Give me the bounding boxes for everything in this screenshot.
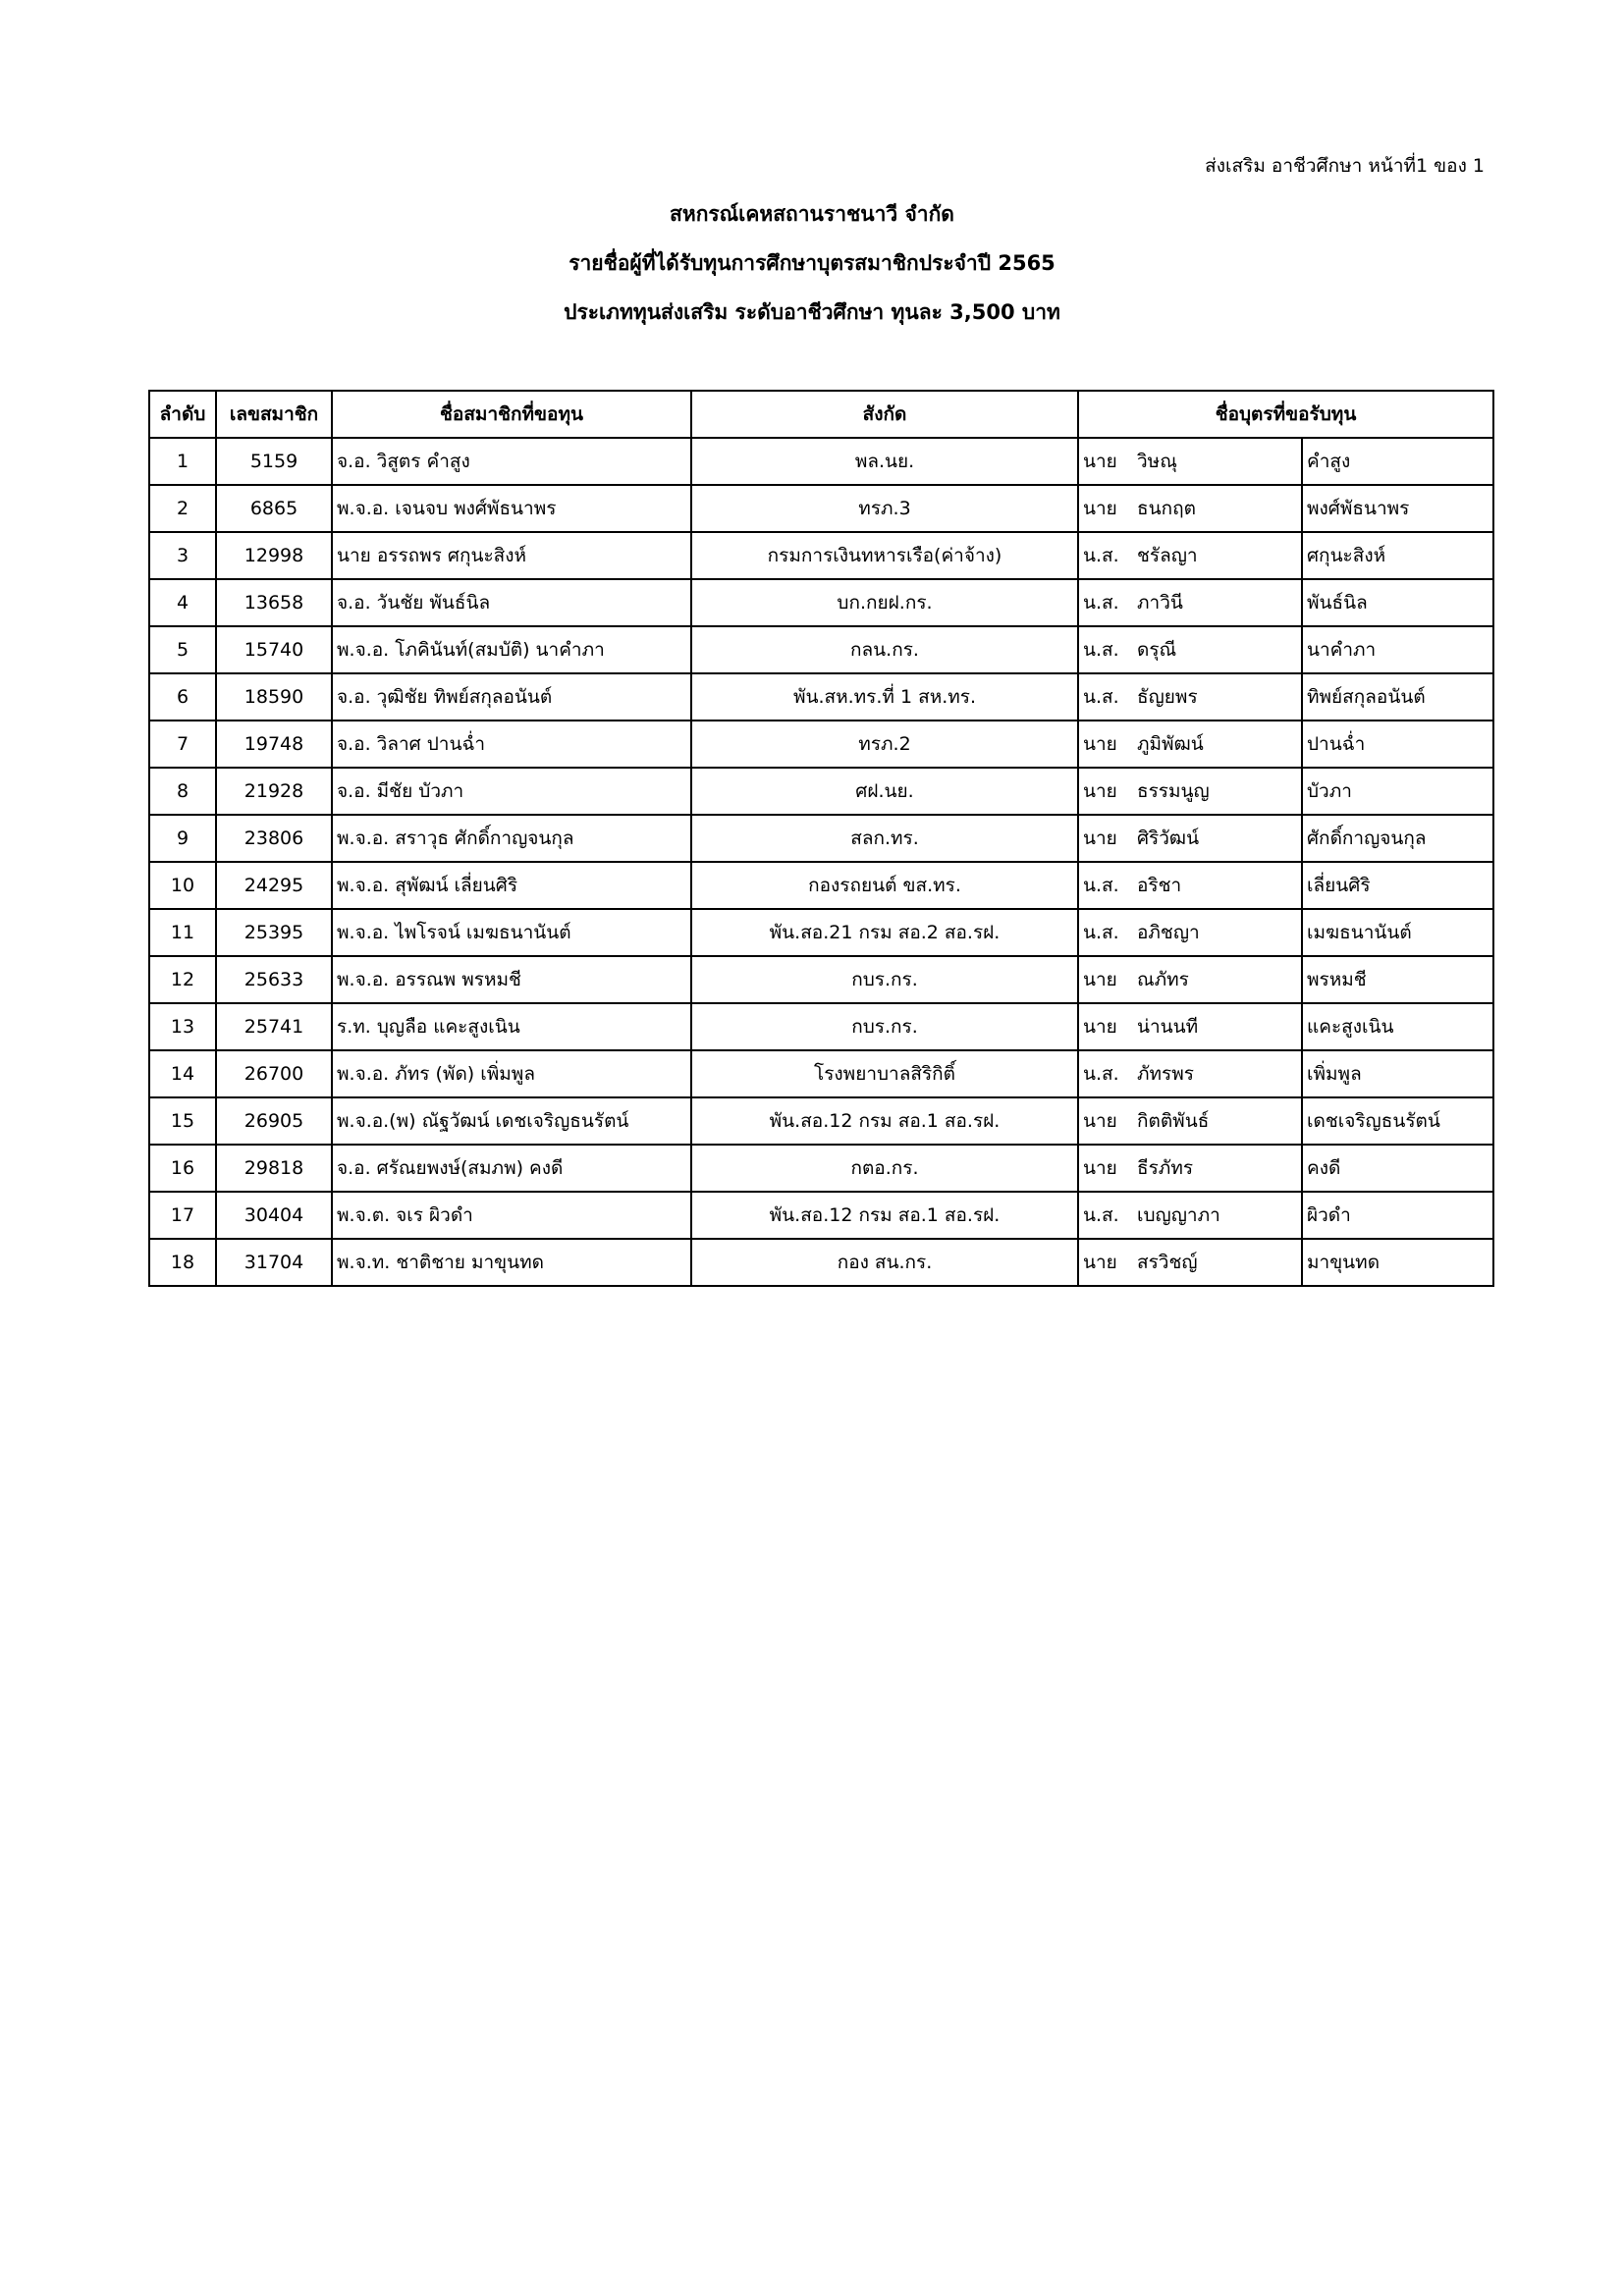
cell-member-name: พ.จ.อ. สราวุธ ศักดิ์กาญจนกุล: [332, 815, 691, 862]
cell-child-title: นาย: [1078, 485, 1133, 532]
cell-child-last-name: คงดี: [1302, 1145, 1493, 1192]
cell-child-title: น.ส.: [1078, 626, 1133, 673]
table-row: [149, 673, 1493, 721]
cell-member-id: 25741: [216, 1003, 332, 1050]
table-row: [149, 956, 1493, 1003]
cell-order: 18: [149, 1239, 216, 1286]
cell-member-name: นาย อรรถพร ศกุนะสิงห์: [332, 532, 691, 579]
cell-unit: ศฝ.นย.: [691, 768, 1078, 815]
cell-member-name: พ.จ.อ. สุพัฒน์ เลี่ยนศิริ: [332, 862, 691, 909]
cell-child-last-name: พงศ์พัธนาพร: [1302, 485, 1493, 532]
cell-member-id: 6865: [216, 485, 332, 532]
cell-unit: กรมการเงินทหารเรือ(ค่าจ้าง): [691, 532, 1078, 579]
cell-child-last-name: ศักดิ์กาญจนกุล: [1302, 815, 1493, 862]
table-row: [149, 721, 1493, 768]
cell-unit: ทรภ.3: [691, 485, 1078, 532]
cell-child-title: นาย: [1078, 721, 1133, 768]
cell-child-title: นาย: [1078, 1097, 1133, 1145]
cell-child-last-name: นาคำภา: [1302, 626, 1493, 673]
table-row: [149, 909, 1493, 956]
cell-child-first-name: อภิชญา: [1133, 909, 1302, 956]
cell-unit: พัน.สห.ทร.ที่ 1 สห.ทร.: [691, 673, 1078, 721]
table-row: [149, 862, 1493, 909]
cell-member-name: พ.จ.อ. ไพโรจน์ เมฆธนานันต์: [332, 909, 691, 956]
cell-order: 13: [149, 1003, 216, 1050]
cell-member-name: พ.จ.อ. ภัทร (พัด) เพิ่มพูล: [332, 1050, 691, 1097]
cell-member-id: 13658: [216, 579, 332, 626]
cell-member-id: 26905: [216, 1097, 332, 1145]
cell-member-name: จ.อ. วิลาศ ปานฉ่ำ: [332, 721, 691, 768]
cell-member-name: พ.จ.อ. อรรณพ พรหมชี: [332, 956, 691, 1003]
cell-order: 11: [149, 909, 216, 956]
cell-order: 1: [149, 438, 216, 485]
cell-member-name: พ.จ.อ. โภคินันท์(สมบัติ) นาคำภา: [332, 626, 691, 673]
cell-child-title: น.ส.: [1078, 532, 1133, 579]
cell-member-id: 29818: [216, 1145, 332, 1192]
cell-unit: กตอ.กร.: [691, 1145, 1078, 1192]
cell-order: 16: [149, 1145, 216, 1192]
cell-member-name: ร.ท. บุญลือ แคะสูงเนิน: [332, 1003, 691, 1050]
cell-member-id: 12998: [216, 532, 332, 579]
table-row: [149, 485, 1493, 532]
cell-child-first-name: ธีรภัทร: [1133, 1145, 1302, 1192]
cell-child-first-name: สรวิชญ์: [1133, 1239, 1302, 1286]
cell-unit: กองรถยนต์ ขส.ทร.: [691, 862, 1078, 909]
cell-order: 17: [149, 1192, 216, 1239]
cell-child-title: นาย: [1078, 956, 1133, 1003]
header-unit: สังกัด: [691, 391, 1078, 438]
cell-child-last-name: เลี่ยนศิริ: [1302, 862, 1493, 909]
cell-member-name: จ.อ. วันชัย พันธ์นิล: [332, 579, 691, 626]
cell-member-name: พ.จ.ต. จเร ผิวดำ: [332, 1192, 691, 1239]
cell-child-last-name: เมฆธนานันต์: [1302, 909, 1493, 956]
cell-order: 14: [149, 1050, 216, 1097]
scholarship-table: [148, 390, 1494, 1287]
cell-member-id: 18590: [216, 673, 332, 721]
cell-member-id: 21928: [216, 768, 332, 815]
header-child-name: ชื่อบุตรที่ขอรับทุน: [1078, 391, 1493, 438]
cell-child-title: นาย: [1078, 1003, 1133, 1050]
cell-member-id: 19748: [216, 721, 332, 768]
cell-member-id: 23806: [216, 815, 332, 862]
cell-order: 8: [149, 768, 216, 815]
cell-child-first-name: วิษณุ: [1133, 438, 1302, 485]
cell-child-last-name: พันธ์นิล: [1302, 579, 1493, 626]
cell-child-first-name: ดรุณี: [1133, 626, 1302, 673]
table-row: [149, 1050, 1493, 1097]
cell-child-first-name: ภัทรพร: [1133, 1050, 1302, 1097]
cell-unit: กลน.กร.: [691, 626, 1078, 673]
cell-member-name: พ.จ.อ. เจนจบ พงศ์พัธนาพร: [332, 485, 691, 532]
cell-member-name: จ.อ. มีชัย บัวภา: [332, 768, 691, 815]
cell-child-title: นาย: [1078, 768, 1133, 815]
cell-order: 9: [149, 815, 216, 862]
cell-unit: สลก.ทร.: [691, 815, 1078, 862]
header-member-name: ชื่อสมาชิกที่ขอทุน: [332, 391, 691, 438]
cell-child-first-name: ธรรมนูญ: [1133, 768, 1302, 815]
cell-child-last-name: เพิ่มพูล: [1302, 1050, 1493, 1097]
cell-member-id: 24295: [216, 862, 332, 909]
cell-member-name: จ.อ. ศรัณยพงษ์(สมภพ) คงดี: [332, 1145, 691, 1192]
cell-member-id: 25633: [216, 956, 332, 1003]
table-row: [149, 438, 1493, 485]
table-body: [149, 438, 1493, 1286]
cell-child-last-name: บัวภา: [1302, 768, 1493, 815]
title-block: [0, 196, 1624, 344]
cell-child-last-name: แคะสูงเนิน: [1302, 1003, 1493, 1050]
header-member-id: เลขสมาชิก: [216, 391, 332, 438]
cell-child-first-name: ชรัลญา: [1133, 532, 1302, 579]
cell-child-first-name: อริชา: [1133, 862, 1302, 909]
table-row: [149, 1097, 1493, 1145]
cell-unit: พัน.สอ.12 กรม สอ.1 สอ.รฝ.: [691, 1097, 1078, 1145]
cell-child-last-name: มาขุนทด: [1302, 1239, 1493, 1286]
header-order: ลำดับ: [149, 391, 216, 438]
cell-unit: กบร.กร.: [691, 1003, 1078, 1050]
cell-member-name: พ.จ.ท. ชาติชาย มาขุนทด: [332, 1239, 691, 1286]
cell-member-name: พ.จ.อ.(พ) ณัฐวัฒน์ เดชเจริญธนรัตน์: [332, 1097, 691, 1145]
cell-child-last-name: พรหมชี: [1302, 956, 1493, 1003]
cell-child-first-name: ธัญยพร: [1133, 673, 1302, 721]
table-row: [149, 579, 1493, 626]
table-row: [149, 1192, 1493, 1239]
cell-child-title: น.ส.: [1078, 579, 1133, 626]
cell-child-title: นาย: [1078, 438, 1133, 485]
cell-member-id: 15740: [216, 626, 332, 673]
cell-unit: บก.กยฝ.กร.: [691, 579, 1078, 626]
table-row: [149, 626, 1493, 673]
table-header-row: [149, 391, 1493, 438]
cell-order: 6: [149, 673, 216, 721]
cell-child-title: นาย: [1078, 1239, 1133, 1286]
scholarship-type-title: ประเภททุนส่งเสริม ระดับอาชีวศึกษา ทุนละ 3,500 บาท: [564, 300, 1060, 324]
cell-member-name: จ.อ. วุฒิชัย ทิพย์สกุลอนันต์: [332, 673, 691, 721]
cell-child-title: นาย: [1078, 1145, 1133, 1192]
cell-unit: ทรภ.2: [691, 721, 1078, 768]
cell-child-title: นาย: [1078, 815, 1133, 862]
cell-member-id: 31704: [216, 1239, 332, 1286]
cell-child-first-name: ภูมิพัฒน์: [1133, 721, 1302, 768]
cell-child-last-name: ศกุนะสิงห์: [1302, 532, 1493, 579]
cell-unit: พัน.สอ.21 กรม สอ.2 สอ.รฝ.: [691, 909, 1078, 956]
cell-child-last-name: ผิวดำ: [1302, 1192, 1493, 1239]
cell-child-title: น.ส.: [1078, 673, 1133, 721]
cell-child-first-name: ณภัทร: [1133, 956, 1302, 1003]
table-row: [149, 768, 1493, 815]
cell-child-first-name: น่านนที: [1133, 1003, 1302, 1050]
table-row: [149, 1145, 1493, 1192]
cell-member-id: 5159: [216, 438, 332, 485]
cell-order: 2: [149, 485, 216, 532]
cell-child-first-name: ศิริวัฒน์: [1133, 815, 1302, 862]
cell-order: 5: [149, 626, 216, 673]
cell-child-last-name: ปานฉ่ำ: [1302, 721, 1493, 768]
cell-member-id: 26700: [216, 1050, 332, 1097]
cell-child-first-name: ธนกฤต: [1133, 485, 1302, 532]
cell-child-title: น.ส.: [1078, 862, 1133, 909]
cell-unit: กอง สน.กร.: [691, 1239, 1078, 1286]
list-title: รายชื่อผู้ที่ได้รับทุนการศึกษาบุตรสมาชิกประจำปี 2565: [568, 251, 1056, 275]
cell-child-title: น.ส.: [1078, 1050, 1133, 1097]
cell-child-first-name: กิตติพันธ์: [1133, 1097, 1302, 1145]
page-header: ส่งเสริม อาชีวศึกษา หน้าที่1 ของ 1: [1205, 155, 1485, 177]
cell-unit: กบร.กร.: [691, 956, 1078, 1003]
cell-member-id: 25395: [216, 909, 332, 956]
cell-order: 7: [149, 721, 216, 768]
cell-member-name: จ.อ. วิสูตร คำสูง: [332, 438, 691, 485]
cell-order: 4: [149, 579, 216, 626]
cell-child-title: น.ส.: [1078, 1192, 1133, 1239]
cell-order: 12: [149, 956, 216, 1003]
organization-title: สหกรณ์เคหสถานราชนาวี จำกัด: [670, 202, 954, 226]
table-row: [149, 532, 1493, 579]
cell-order: 10: [149, 862, 216, 909]
cell-unit: พัน.สอ.12 กรม สอ.1 สอ.รฝ.: [691, 1192, 1078, 1239]
cell-unit: พล.นย.: [691, 438, 1078, 485]
cell-child-last-name: เดชเจริญธนรัตน์: [1302, 1097, 1493, 1145]
cell-child-title: น.ส.: [1078, 909, 1133, 956]
cell-child-first-name: เบญญาภา: [1133, 1192, 1302, 1239]
cell-child-last-name: ทิพย์สกุลอนันต์: [1302, 673, 1493, 721]
cell-unit: โรงพยาบาลสิริกิติ์: [691, 1050, 1078, 1097]
cell-member-id: 30404: [216, 1192, 332, 1239]
cell-order: 3: [149, 532, 216, 579]
table-row: [149, 1003, 1493, 1050]
cell-child-last-name: คำสูง: [1302, 438, 1493, 485]
table-row: [149, 1239, 1493, 1286]
cell-child-first-name: ภาวินี: [1133, 579, 1302, 626]
cell-order: 15: [149, 1097, 216, 1145]
table-row: [149, 815, 1493, 862]
